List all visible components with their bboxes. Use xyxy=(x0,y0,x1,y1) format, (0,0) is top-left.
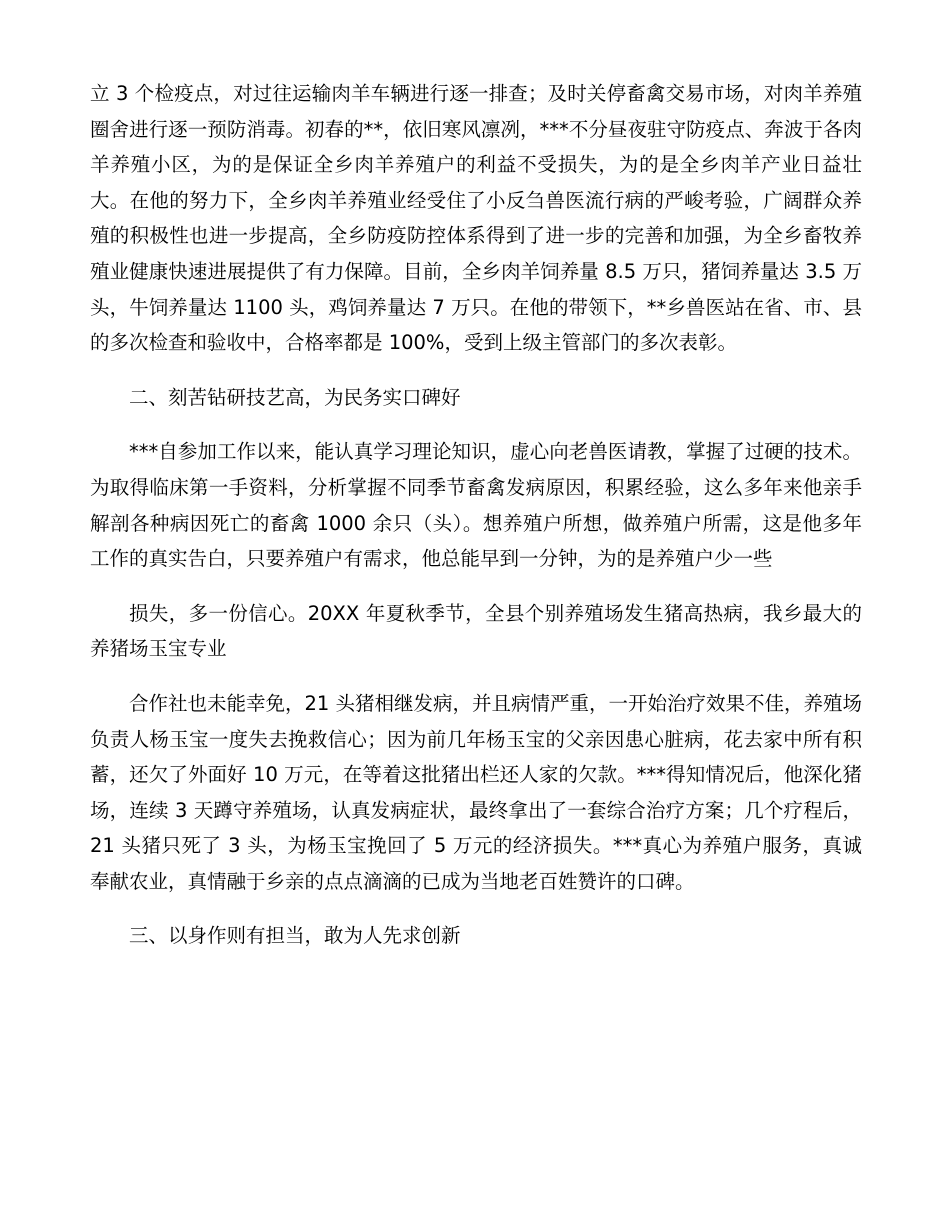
body-paragraph-fever-outbreak: 损失，多一份信心。20XX 年夏秋季节，全县个别养殖场发生猪高热病，我乡最大的养猪场玉宝专业 xyxy=(90,601,862,661)
body-paragraph-epidemic-prevention: 立 3 个检疫点，对过往运输肉羊车辆进行逐一排查；及时关停畜禽交易市场，对肉羊养殖圈舍进行逐一预防消毒。初春的**，依旧寒风凛冽，***不分昼夜驻守防疫点、奔波于各肉羊养殖小区，为的是保证全乡肉羊养殖户的利益不受损失，为的是全乡肉羊产业日益壮大。在他的努力下，全乡肉羊养殖业经受住了小反刍兽医流行病的严峻考验，广阔群众养殖的积极性也进一步提高，全乡防疫防控体系得到了进一步的完善和加强，为全乡畜牧养殖业健康快速进展提供了有力保障。目前，全乡肉羊饲养量 8.5 万只，猪饲养量达 3.5 万头，牛饲养量达 1100 头，鸡饲养量达 7 万只。在他的带领下，**乡兽医站在省、市、县的多次检查和验收中，合格率都是 100%，受到上级主管部门的多次表彰。 xyxy=(90,82,862,355)
section-heading-three: 三、以身作则有担当，敢为人先求创新 xyxy=(129,924,461,948)
section-heading-two: 二、刻苦钻研技艺高，为民务实口碑好 xyxy=(129,385,461,409)
body-paragraph-cooperative: 合作社也未能幸免，21 头猪相继发病，并且病情严重，一开始治疗效果不佳，养殖场负责人杨玉宝一度失去挽救信心；因为前几年杨玉宝的父亲因患心脏病，花去家中所有积蓄，还欠了外面好 10 万元，在等着这批猪出栏还人家的欠款。***得知情况后，他深化猪场，连续 3 天蹲守养殖场，认真发病症状，最终拿出了一套综合治疗方案；几个疗程后，21 头猪只死了 3 头，为杨玉宝挽回了 5 万元的经济损失。***真心为养殖户服务，真诚奉献农业，真情融于乡亲的点点滴滴的已成为当地老百姓赞许的口碑。 xyxy=(90,691,863,893)
body-paragraph-technical-skill: ***自参加工作以来，能认真学习理论知识，虚心向老兽医请教，掌握了过硬的技术。为取得临床第一手资料，分析掌握不同季节畜禽发病原因，积累经验，这么多年来他亲手解剖各种病因死亡的畜禽 1000 余只（头）。想养殖户所想，做养殖户所需，这是他多年工作的真实告白，只要养殖户有需求，他总能早到一分钟，为的是养殖户少一些 xyxy=(90,440,862,571)
